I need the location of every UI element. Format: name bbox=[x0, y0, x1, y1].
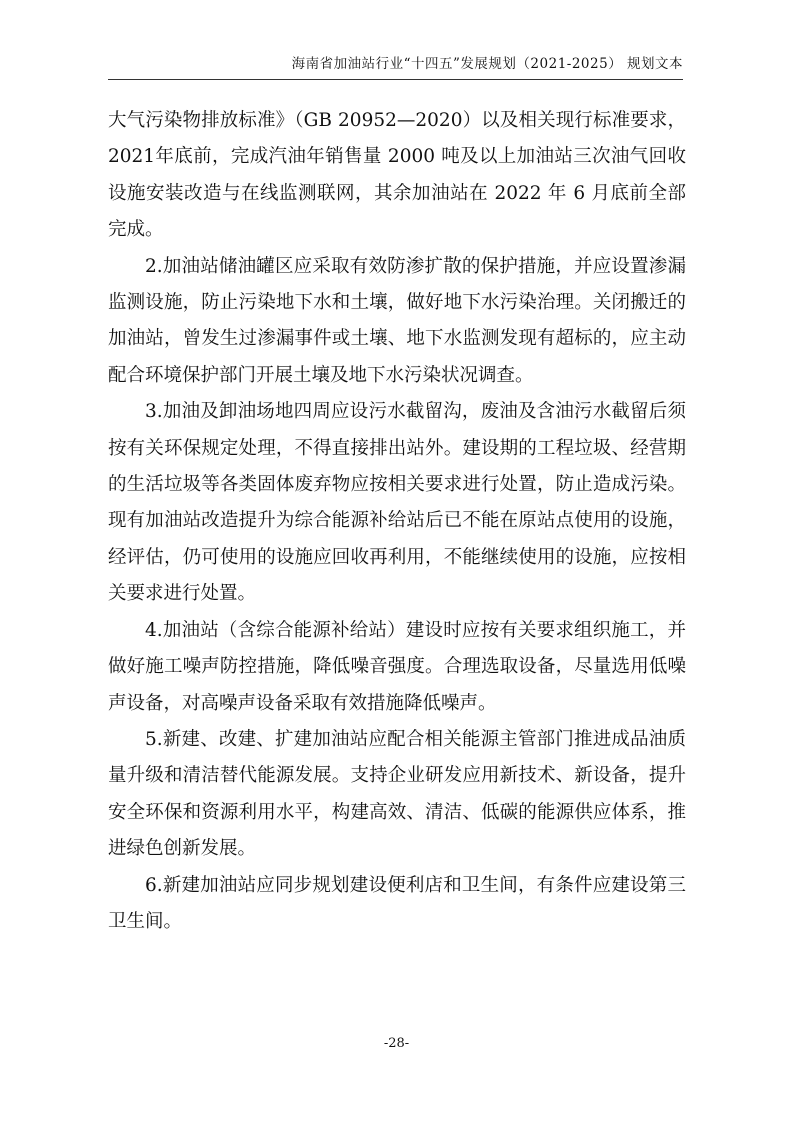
paragraph-item-4: 4.加油站（含综合能源补给站）建设时应按有关要求组织施工，并做好施工噪声防控措施，降低噪音强度。合理选取设备，尽量选用低噪声设备，对高噪声设备采取有效措施降低噪声。 bbox=[108, 619, 686, 714]
paragraph-item-6: 6.新建加油站应同步规划建设便利店和卫生间，有条件应建设第三卫生间。 bbox=[108, 874, 686, 932]
paragraph-continuation: 大气污染物排放标准》（GB 20952—2020）以及相关现行标准要求，2021年底前，完成汽油年销售量 2000 吨及以上加油站三次油气回收设施安装改造与在线监测联网，其余加油站在 2022 年 6 月底前全部完成。 bbox=[108, 110, 686, 241]
paragraph-item-2: 2.加油站储油罐区应采取有效防渗扩散的保护措施，并应设置渗漏监测设施，防止污染地下水和土壤，做好地下水污染治理。关闭搬迁的加油站，曾发生过渗漏事件或土壤、地下水监测发现有超标的，应主动配合环境保护部门开展土壤及地下水污染状况调查。 bbox=[108, 255, 686, 386]
running-header bbox=[108, 55, 683, 80]
page-number: -28- bbox=[383, 1036, 410, 1051]
document-body bbox=[108, 103, 686, 940]
paragraph-item-3: 3.加油及卸油场地四周应设污水截留沟，废油及含油污水截留后须按有关环保规定处理，不得直接排出站外。建设期的工程垃圾、经营期的生活垃圾等各类固体废弃物应按相关要求进行处置，防止造成污染。现有加油站改造提升为综合能源补给站后已不能在原站点使用的设施，经评估，仍可使用的设施应回收再利用，不能继续使用的设施，应按相关要求进行处置。 bbox=[108, 401, 686, 605]
header-title: 海南省加油站行业“十四五”发展规划（2021-2025） 规划文本 bbox=[291, 56, 683, 72]
paragraph-item-5: 5.新建、改建、扩建加油站应配合相关能源主管部门推进成品油质量升级和清洁替代能源发展。支持企业研发应用新技术、新设备，提升安全环保和资源利用水平，构建高效、清洁、低碳的能源供应体系，推进绿色创新发展。 bbox=[108, 728, 686, 860]
